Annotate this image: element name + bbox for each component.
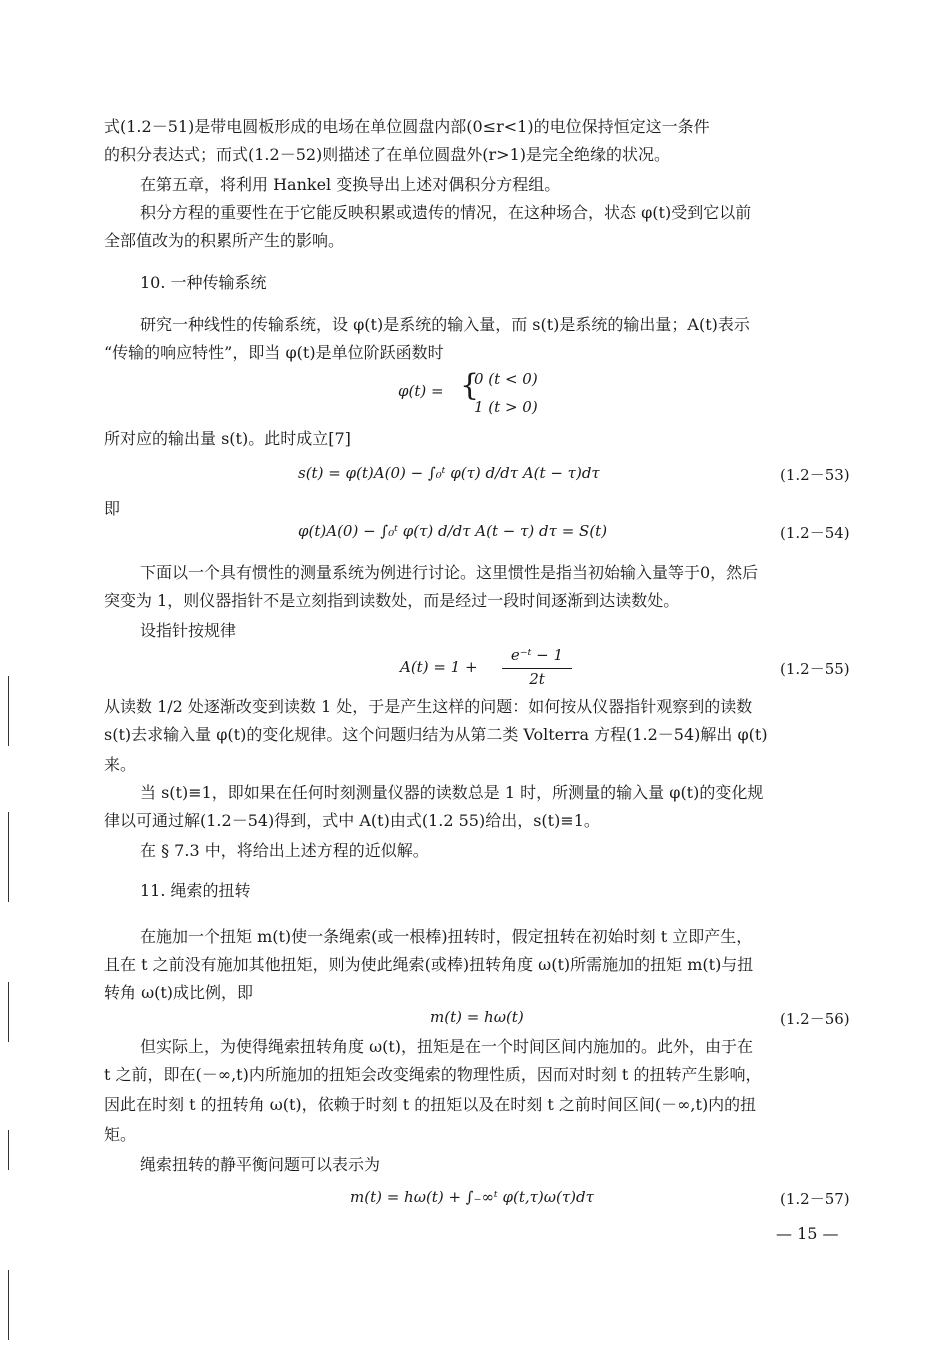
fraction-denominator: 2t bbox=[529, 670, 545, 688]
scan-edge-mark bbox=[8, 812, 9, 902]
equation-number: (1.2－56) bbox=[780, 1010, 850, 1028]
equation-1-2-56: m(t) = hω(t) bbox=[430, 1008, 524, 1026]
paragraph-line: 突变为 1，则仪器指针不是立刻指到读数处，而是经过一段时间逐渐到达读数处。 bbox=[104, 591, 680, 610]
paragraph-line: s(t)去求输入量 φ(t)的变化规律。这个问题归结为从第二类 Volterra 方程(1.2－54)解出 φ(t) bbox=[104, 725, 768, 744]
brace-symbol: { bbox=[460, 368, 480, 403]
scan-edge-mark bbox=[8, 1270, 9, 1340]
fraction-bar bbox=[502, 668, 572, 669]
equation-piecewise-row: 0 (t < 0) bbox=[474, 370, 538, 388]
paragraph-line: 矩。 bbox=[104, 1125, 137, 1144]
section-heading: 11. 绳索的扭转 bbox=[140, 881, 251, 900]
paragraph-line: 即 bbox=[104, 499, 121, 518]
paragraph-line: 在第五章，将利用 Hankel 变换导出上述对偶积分方程组。 bbox=[140, 175, 561, 194]
paragraph-line: 当 s(t)≡1，即如果在任何时刻测量仪器的读数总是 1 时，所测量的输入量 φ(t)的变化规 bbox=[140, 783, 764, 802]
equation-1-2-54: φ(t)A(0) − ∫₀ᵗ φ(τ) d/dτ A(t − τ) dτ = S(t) bbox=[298, 522, 608, 540]
paragraph-line: 式(1.2－51)是带电圆板形成的电场在单位圆盘内部(0≤r<1)的电位保持恒定这一条件 bbox=[104, 117, 710, 136]
paragraph-line: 且在 t 之前没有施加其他扭矩，则为使此绳索(或棒)扭转角度 ω(t)所需施加的扭矩 m(t)与扭 bbox=[104, 955, 754, 974]
scan-edge-mark bbox=[8, 1130, 9, 1170]
paragraph-line: 设指针按规律 bbox=[140, 621, 237, 640]
equation-number: (1.2－54) bbox=[780, 524, 850, 542]
equation-number: (1.2－53) bbox=[780, 466, 850, 484]
scan-edge-mark bbox=[8, 982, 9, 1042]
paragraph-line: 在施加一个扭矩 m(t)使一条绳索(或一根棒)扭转时，假定扭转在初始时刻 t 立即产生， bbox=[140, 927, 753, 946]
paragraph-line: 的积分表达式；而式(1.2－52)则描述了在单位圆盘外(r>1)是完全绝缘的状况。 bbox=[104, 145, 671, 164]
equation-number: (1.2－57) bbox=[780, 1190, 850, 1208]
paragraph-line: 但实际上，为使得绳索扭转角度 ω(t)，扭矩是在一个时间区间内施加的。此外，由于在 bbox=[140, 1037, 754, 1056]
paragraph-line: 全部值改为的积累所产生的影响。 bbox=[104, 231, 345, 250]
equation-1-2-53: s(t) = φ(t)A(0) − ∫₀ᵗ φ(τ) d/dτ A(t − τ)dτ bbox=[298, 464, 600, 482]
paragraph-line: 从读数 1/2 处逐渐改变到读数 1 处，于是产生这样的问题：如何按从仪器指针观察到的读数 bbox=[104, 697, 753, 716]
paragraph-line: “传输的响应特性”，即当 φ(t)是单位阶跃函数时 bbox=[104, 343, 444, 362]
equation-1-2-57: m(t) = hω(t) + ∫₋∞ᵗ φ(t,τ)ω(τ)dτ bbox=[350, 1188, 594, 1206]
equation-piecewise-lhs: φ(t) = bbox=[398, 382, 444, 400]
fraction-numerator: e⁻ᵗ − 1 bbox=[510, 646, 564, 664]
paragraph-line: 所对应的输出量 s(t)。此时成立[7] bbox=[104, 429, 351, 448]
section-heading: 10. 一种传输系统 bbox=[140, 273, 267, 292]
paragraph-line: 在 § 7.3 中，将给出上述方程的近似解。 bbox=[140, 841, 429, 860]
paragraph-line: 绳索扭转的静平衡问题可以表示为 bbox=[140, 1155, 381, 1174]
equation-1-2-55-lhs: A(t) = 1 + bbox=[400, 658, 478, 676]
page-number: — 15 — bbox=[776, 1224, 839, 1243]
paragraph-line: t 之前，即在(－∞,t)内所施加的扭矩会改变绳索的物理性质，因而对时刻 t 的扭转产生影响， bbox=[104, 1065, 762, 1084]
equation-number: (1.2－55) bbox=[780, 660, 850, 678]
paragraph-line: 研究一种线性的传输系统，设 φ(t)是系统的输入量，而 s(t)是系统的输出量；A(t)表示 bbox=[140, 315, 750, 334]
paragraph-line: 来。 bbox=[104, 755, 137, 774]
paragraph-line: 转角 ω(t)成比例，即 bbox=[104, 983, 254, 1002]
paragraph-line: 因此在时刻 t 的扭转角 ω(t)，依赖于时刻 t 的扭矩以及在时刻 t 之前时间区间(－∞,t)内的扭 bbox=[104, 1095, 757, 1114]
scan-edge-mark bbox=[8, 676, 9, 746]
equation-piecewise-row: 1 (t > 0) bbox=[474, 398, 538, 416]
paragraph-line: 律以可通过解(1.2－54)得到，式中 A(t)由式(1.2 55)给出，s(t)≡1。 bbox=[104, 811, 600, 830]
paragraph-line: 下面以一个具有惯性的测量系统为例进行讨论。这里惯性是指当初始输入量等于0，然后 bbox=[140, 563, 759, 582]
paragraph-line: 积分方程的重要性在于它能反映积累或遗传的情况，在这种场合，状态 φ(t)受到它以前 bbox=[140, 203, 752, 222]
